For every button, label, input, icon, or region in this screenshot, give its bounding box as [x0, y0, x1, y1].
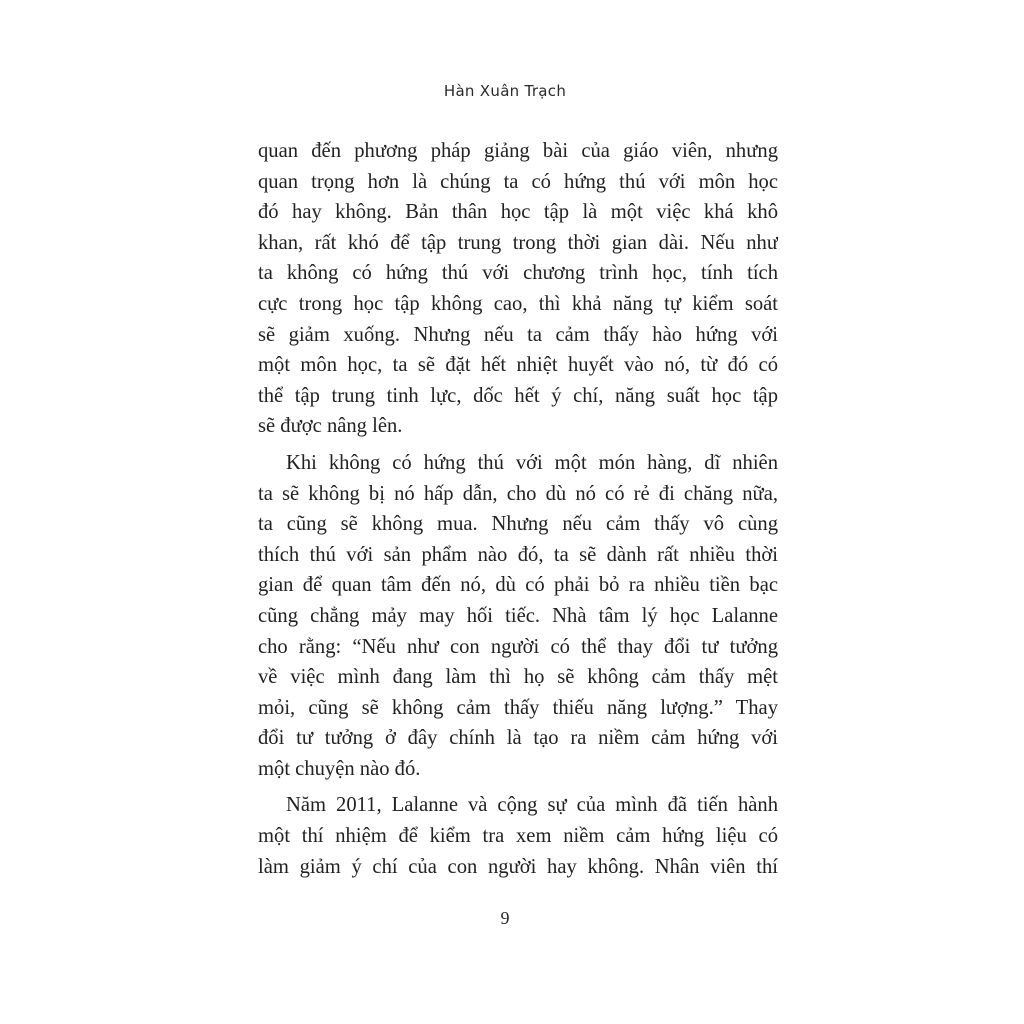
paragraph-2 — [258, 448, 778, 785]
text-line: thể tập trung tinh lực, dốc hết ý chí, năng suất học tập — [258, 384, 778, 407]
text-line: sẽ được nâng lên. — [258, 415, 403, 438]
text-line: Khi không có hứng thú với một món hàng, dĩ nhiên — [286, 451, 778, 474]
text-line: đó hay không. Bản thân học tập là một việc khá khô — [258, 201, 778, 224]
text-line: cũng chẳng mảy may hối tiếc. Nhà tâm lý học Lalanne — [258, 604, 778, 627]
text-line: một chuyện nào đó. — [258, 757, 421, 780]
text-line: quan đến phương pháp giảng bài của giáo viên, nhưng — [258, 140, 778, 162]
text-line: một thí nhiệm để kiểm tra xem niềm cảm hứng liệu có — [258, 825, 778, 848]
text-line: ta sẽ không bị nó hấp dẫn, cho dù nó có rẻ đi chăng nữa, — [258, 482, 778, 505]
text-line: sẽ giảm xuống. Nhưng nếu ta cảm thấy hào hứng với — [258, 323, 778, 346]
text-line: ta cũng sẽ không mua. Nhưng nếu cảm thấy vô cùng — [258, 513, 778, 536]
running-header: Hàn Xuân Trạch — [443, 82, 567, 100]
text-line: thích thú với sản phẩm nào đó, ta sẽ dành rất nhiều thời — [258, 543, 778, 566]
text-line: làm giảm ý chí của con người hay không. Nhân viên thí — [258, 855, 778, 878]
text-line: một môn học, ta sẽ đặt hết nhiệt huyết vào nó, từ đó có — [258, 354, 778, 377]
text-line: ta không có hứng thú với chương trình học, tính tích — [258, 262, 778, 285]
text-line: cho rằng: “Nếu như con người có thể thay đổi tư tưởng — [258, 635, 778, 658]
text-line: gian để quan tâm đến nó, dù có phải bỏ ra nhiều tiền bạc — [258, 574, 778, 597]
text-line: Năm 2011, Lalanne và cộng sự của mình đã tiến hành — [286, 794, 778, 817]
text-line: đổi tư tưởng ở đây chính là tạo ra niềm cảm hứng với — [258, 727, 778, 750]
text-line: quan trọng hơn là chúng ta có hứng thú với môn học — [258, 170, 778, 193]
page-number: 9 — [500, 908, 510, 928]
text-line: mỏi, cũng sẽ không cảm thấy thiếu năng lượng.” Thay — [258, 696, 778, 719]
body-text — [258, 136, 778, 882]
text-line: khan, rất khó để tập trung trong thời gian dài. Nếu như — [258, 231, 778, 254]
text-line: về việc mình đang làm thì họ sẽ không cảm thấy mệt — [258, 666, 778, 689]
text-line: cực trong học tập không cao, thì khả năng tự kiểm soát — [258, 292, 778, 315]
paragraph-1 — [258, 136, 778, 442]
paragraph-3 — [258, 790, 778, 882]
